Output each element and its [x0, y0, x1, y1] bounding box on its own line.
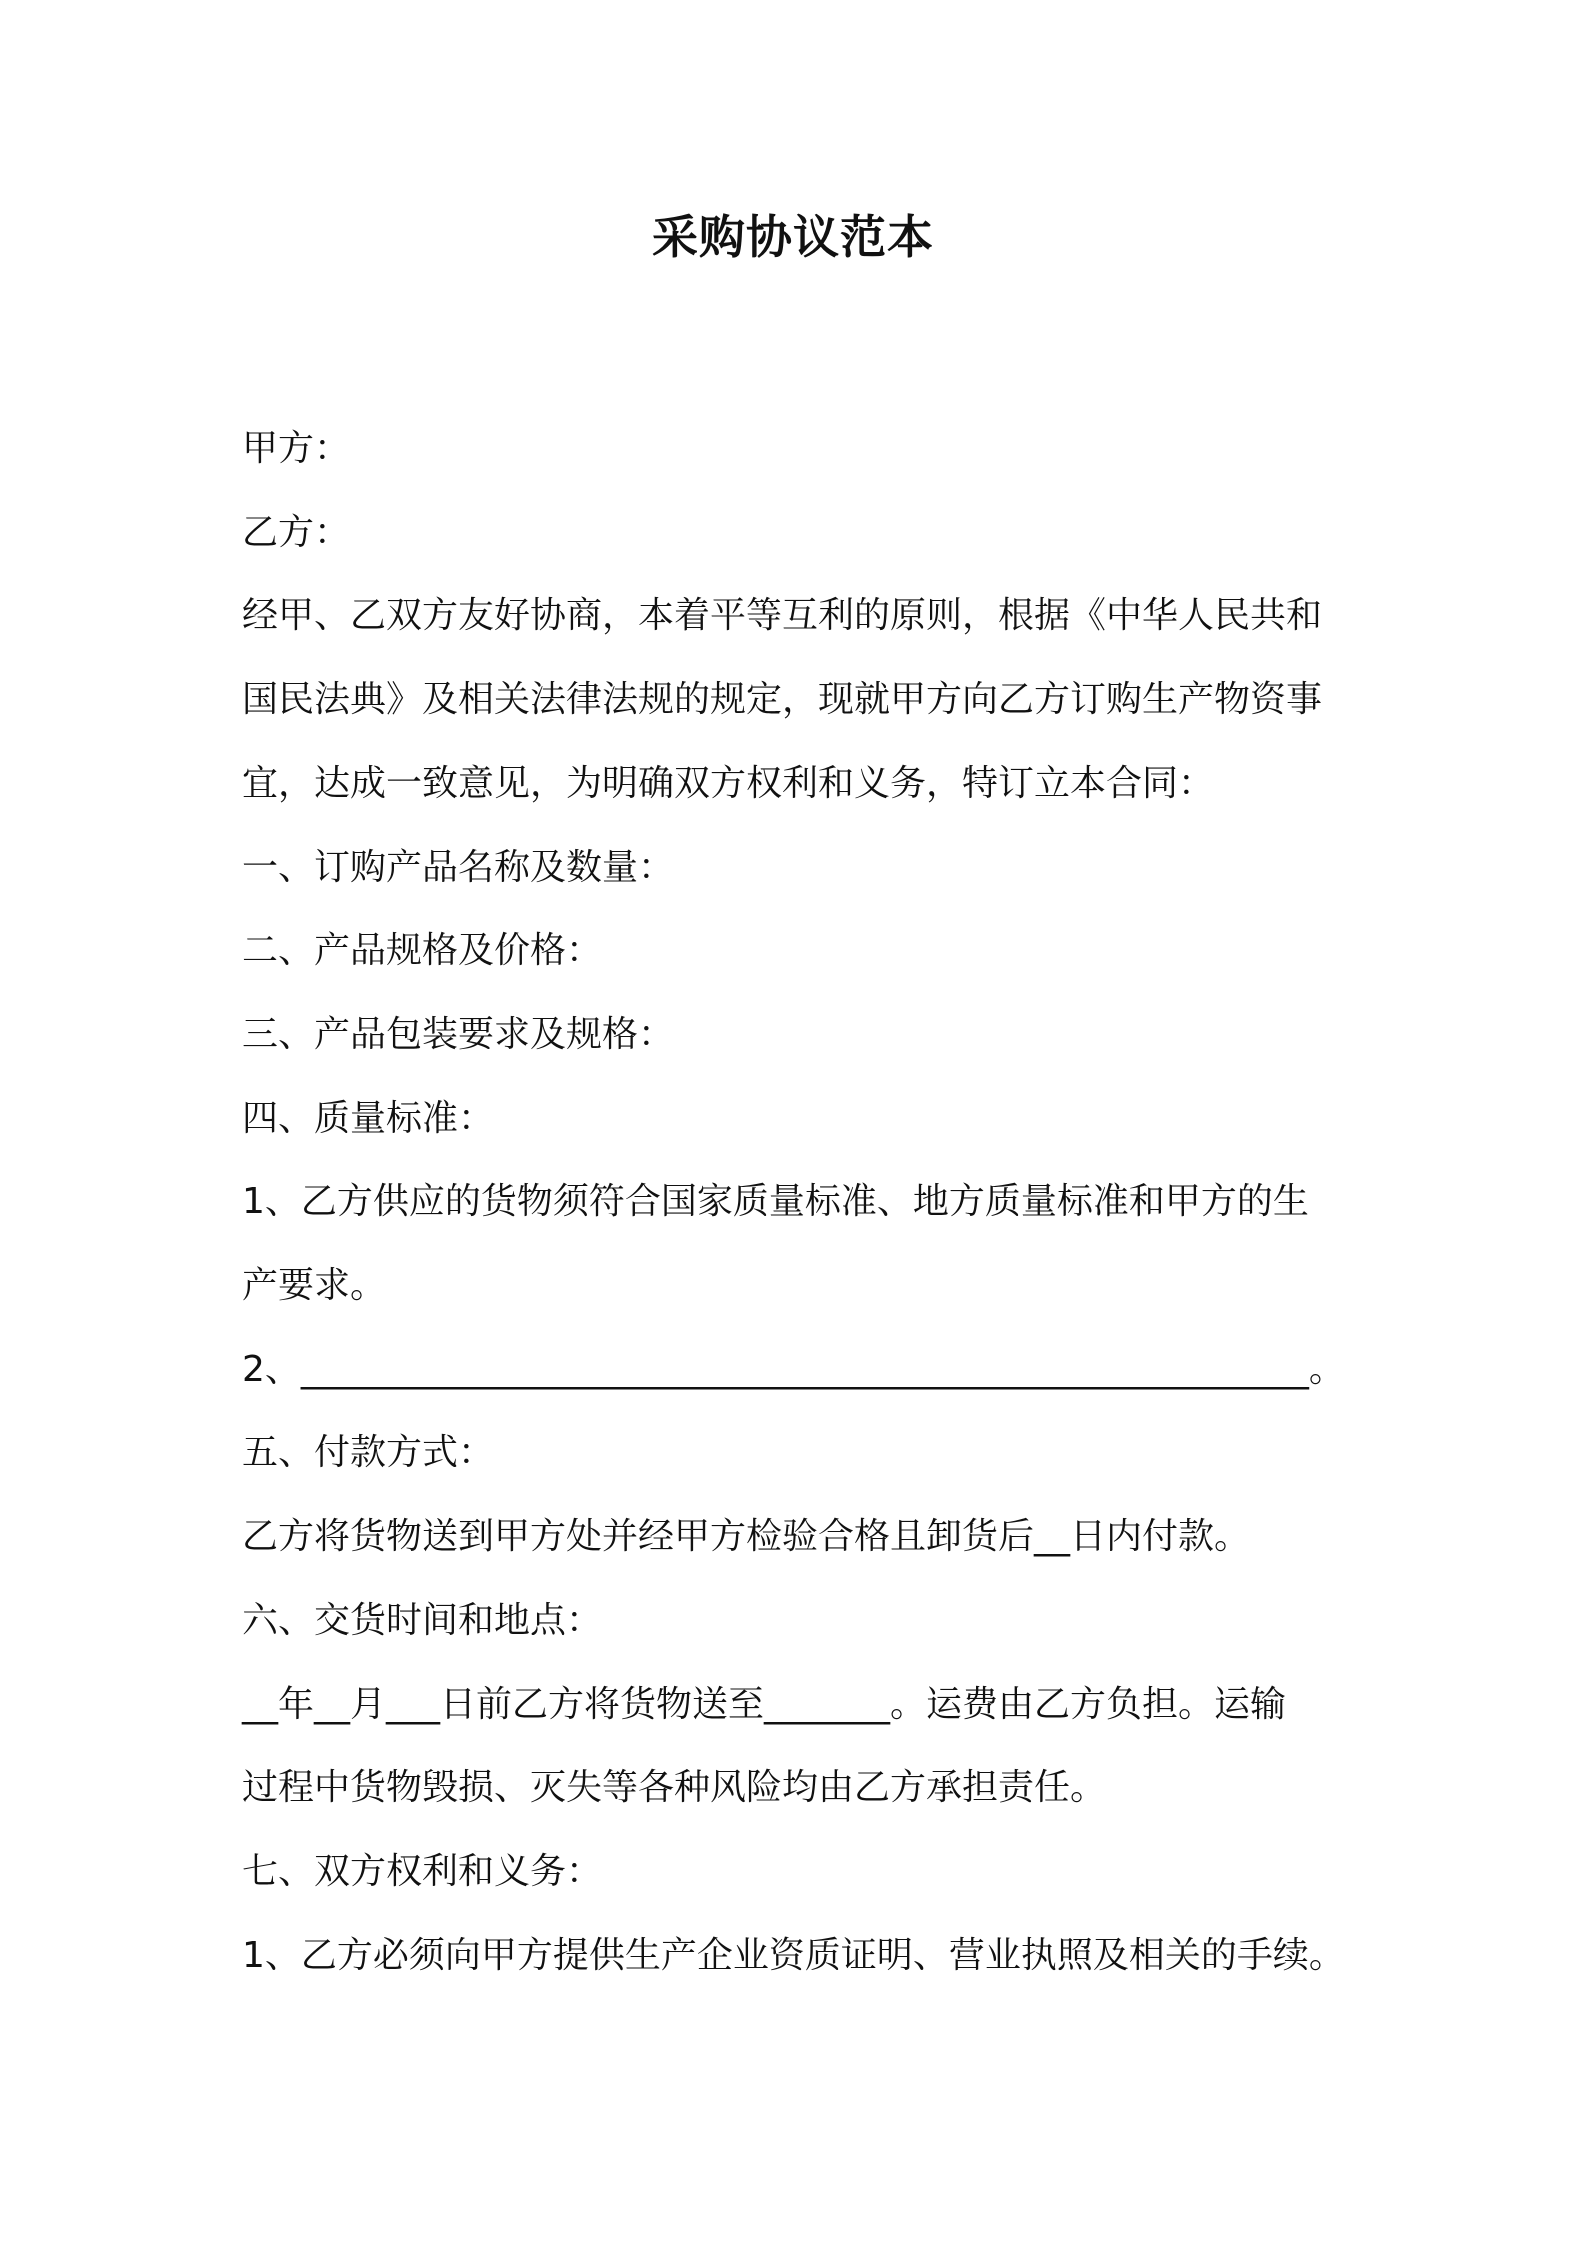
section-heading-7: 七、双方权利和义务： [242, 1850, 603, 1892]
section-heading-6: 六、交货时间和地点： [242, 1599, 603, 1641]
quality-clause-1-line-2: 产要求。 [242, 1265, 387, 1307]
rights-clause-1: 1、乙方必须向甲方提供生产企业资质证明、营业执照及相关的手续。 [242, 1934, 1345, 1976]
preamble-line-1: 经甲、乙双方友好协商，本着平等互利的原则，根据《中华人民共和 [242, 595, 1323, 637]
section-heading-5: 五、付款方式： [242, 1432, 495, 1474]
quality-clause-1-line-1: 1、乙方供应的货物须符合国家质量标准、地方质量标准和甲方的生 [242, 1181, 1309, 1223]
payment-clause: 乙方将货物送到甲方处并经甲方检验合格且卸货后__日内付款。 [242, 1516, 1251, 1558]
section-heading-4: 四、质量标准： [242, 1097, 495, 1139]
quality-clause-2: 2、________________________________________________________。 [242, 1348, 1345, 1390]
party-a-line: 甲方： [242, 428, 351, 469]
section-heading-2: 二、产品规格及价格： [242, 930, 603, 972]
delivery-clause-line-2: 过程中货物毁损、灭失等各种风险均由乙方承担责任。 [242, 1767, 1107, 1809]
preamble-line-2: 国民法典》及相关法律法规的规定，现就甲方向乙方订购生产物资事 [242, 679, 1323, 721]
section-heading-1: 一、订购产品名称及数量： [242, 846, 675, 888]
document-title: 采购协议范本 [652, 210, 934, 264]
section-heading-3: 三、产品包装要求及规格： [242, 1013, 675, 1055]
document-body [242, 407, 1362, 1997]
delivery-clause-line-1: __年__月___日前乙方将货物送至_______。运费由乙方负担。运输 [242, 1683, 1287, 1725]
preamble-line-3: 宜，达成一致意见，为明确双方权利和义务，特订立本合同： [242, 762, 1215, 804]
party-b-line: 乙方： [242, 511, 351, 553]
